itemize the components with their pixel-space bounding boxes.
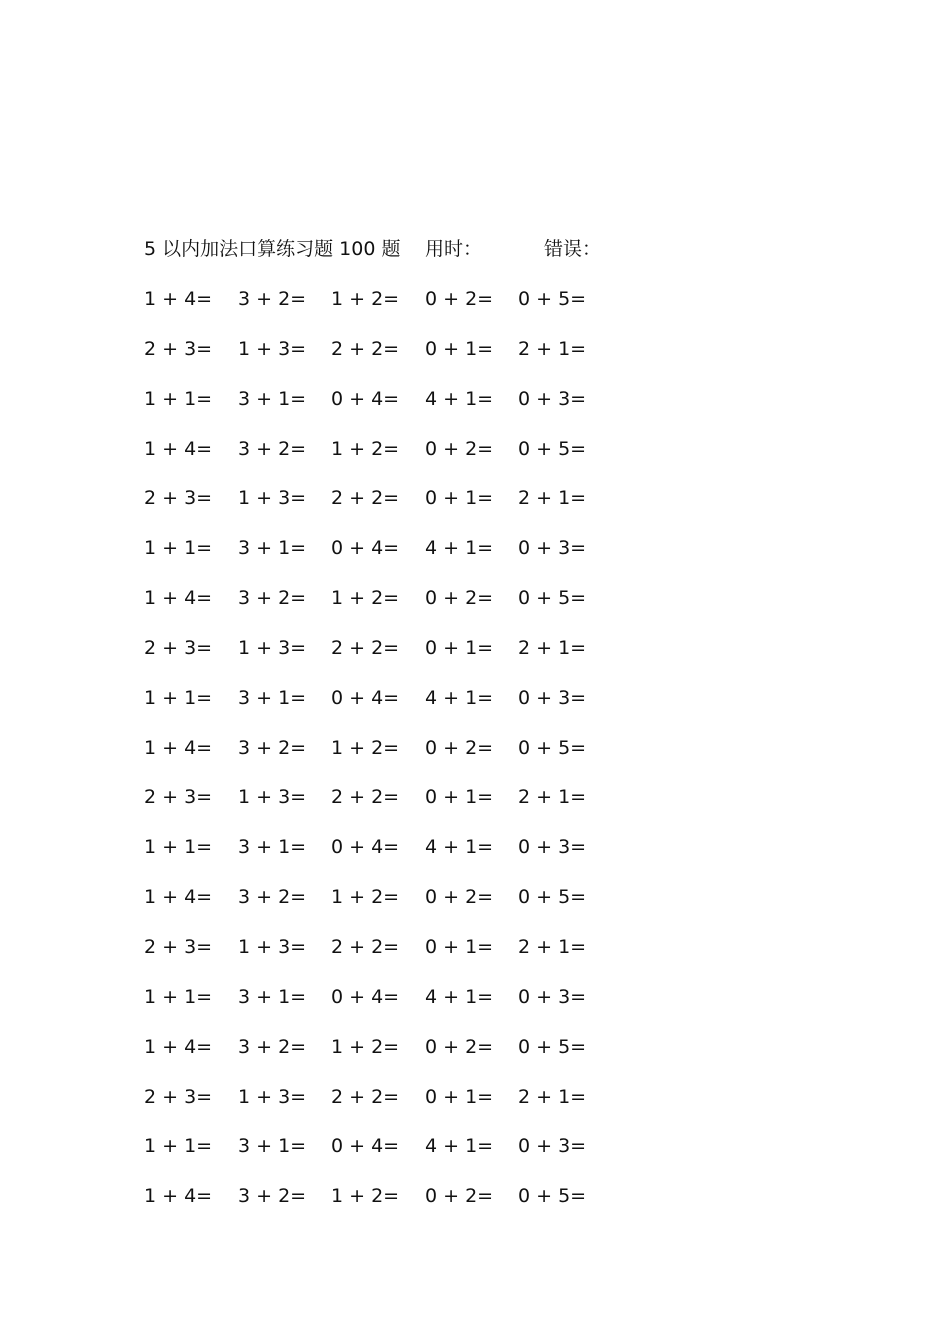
addition-problem: 4 + 1=: [425, 387, 494, 410]
addition-problem: 1 + 2=: [331, 587, 400, 610]
addition-problem: 0 + 2=: [425, 288, 494, 310]
addition-problem: 2 + 2=: [331, 337, 400, 360]
addition-problem: 2 + 1=: [518, 935, 587, 958]
addition-problem: 1 + 3=: [238, 636, 307, 659]
problem-row: [144, 635, 624, 685]
addition-problem: 0 + 1=: [425, 1085, 494, 1108]
addition-problem: 4 + 1=: [425, 1135, 494, 1158]
addition-problem: 0 + 3=: [518, 686, 587, 709]
addition-problem: 2 + 3=: [144, 487, 213, 510]
time-used-label: 用时：: [425, 238, 483, 260]
addition-problem: 2 + 3=: [144, 1085, 213, 1108]
addition-problem: 3 + 1=: [238, 836, 307, 859]
problem-row: [144, 1084, 624, 1134]
addition-problem: 0 + 1=: [425, 935, 494, 958]
problem-row: [144, 386, 624, 436]
addition-problem: 1 + 4=: [144, 437, 213, 460]
addition-problem: 1 + 1=: [144, 686, 213, 709]
addition-problem: 0 + 5=: [518, 587, 587, 610]
addition-problem: 4 + 1=: [425, 985, 494, 1008]
worksheet-title: 5 以内加法口算练习题 100 题: [144, 238, 401, 260]
addition-problem: 0 + 3=: [518, 537, 587, 560]
addition-problem: 1 + 4=: [144, 587, 213, 610]
addition-problem: 1 + 1=: [144, 985, 213, 1008]
addition-problem: 1 + 2=: [331, 1035, 400, 1058]
addition-problem: 1 + 3=: [238, 487, 307, 510]
problem-row: [144, 834, 624, 884]
addition-problem: 2 + 2=: [331, 786, 400, 809]
addition-problem: 0 + 1=: [425, 636, 494, 659]
addition-problem: 0 + 3=: [518, 387, 587, 410]
addition-problem: 4 + 1=: [425, 537, 494, 560]
addition-problem: 2 + 3=: [144, 636, 213, 659]
addition-problem: 1 + 2=: [331, 1185, 400, 1208]
addition-problem: 1 + 2=: [331, 886, 400, 909]
addition-problem: 3 + 1=: [238, 686, 307, 709]
addition-problem: 0 + 5=: [518, 886, 587, 909]
addition-problem: 1 + 4=: [144, 1035, 213, 1058]
addition-problem: 0 + 4=: [331, 836, 400, 859]
addition-problem: 3 + 2=: [238, 1185, 307, 1208]
addition-problem: 0 + 1=: [425, 337, 494, 360]
problem-row: [144, 585, 624, 635]
problem-row: [144, 1183, 624, 1233]
addition-problem: 0 + 4=: [331, 1135, 400, 1158]
problem-row: [144, 336, 624, 386]
addition-problem: 1 + 3=: [238, 1085, 307, 1108]
addition-problem: 2 + 3=: [144, 337, 213, 360]
problem-row: [144, 884, 624, 934]
addition-problem: 2 + 1=: [518, 1085, 587, 1108]
addition-problem: 0 + 4=: [331, 537, 400, 560]
addition-problem: 0 + 2=: [425, 437, 494, 460]
addition-problem: 3 + 2=: [238, 288, 307, 310]
addition-problem: 2 + 3=: [144, 935, 213, 958]
addition-problem: 0 + 3=: [518, 985, 587, 1008]
addition-problem: 3 + 2=: [238, 736, 307, 759]
addition-problem: 1 + 1=: [144, 537, 213, 560]
addition-problem: 0 + 2=: [425, 1185, 494, 1208]
addition-problem: 2 + 2=: [331, 636, 400, 659]
problem-row: [144, 1133, 624, 1183]
addition-problem: 2 + 2=: [331, 935, 400, 958]
addition-problem: 0 + 1=: [425, 786, 494, 809]
addition-problem: 0 + 5=: [518, 736, 587, 759]
addition-problem: 2 + 2=: [331, 1085, 400, 1108]
addition-problem: 1 + 1=: [144, 836, 213, 859]
addition-problem: 0 + 5=: [518, 1035, 587, 1058]
problem-row: [144, 1034, 624, 1084]
addition-problem: 4 + 1=: [425, 836, 494, 859]
addition-problem: 2 + 2=: [331, 487, 400, 510]
addition-problem: 3 + 1=: [238, 985, 307, 1008]
addition-problem: 1 + 3=: [238, 786, 307, 809]
addition-problem: 0 + 1=: [425, 487, 494, 510]
addition-problem: 0 + 2=: [425, 736, 494, 759]
problem-row: [144, 436, 624, 486]
addition-problem: 3 + 1=: [238, 387, 307, 410]
addition-problem: 1 + 1=: [144, 1135, 213, 1158]
addition-problem: 0 + 2=: [425, 1035, 494, 1058]
addition-problem: 0 + 5=: [518, 437, 587, 460]
addition-problem: 3 + 1=: [238, 1135, 307, 1158]
addition-problem: 1 + 3=: [238, 935, 307, 958]
addition-problem: 0 + 3=: [518, 836, 587, 859]
addition-problem: 0 + 5=: [518, 288, 587, 310]
addition-problem: 1 + 2=: [331, 288, 400, 310]
addition-problem: 1 + 1=: [144, 387, 213, 410]
addition-problem: 1 + 4=: [144, 1185, 213, 1208]
problem-row: [144, 784, 624, 834]
addition-problem: 1 + 3=: [238, 337, 307, 360]
addition-problem: 0 + 5=: [518, 1185, 587, 1208]
addition-problem: 1 + 2=: [331, 437, 400, 460]
addition-problem: 0 + 4=: [331, 387, 400, 410]
problem-row: [144, 735, 624, 785]
addition-problem: 0 + 4=: [331, 686, 400, 709]
addition-problem: 1 + 4=: [144, 288, 213, 310]
addition-problem: 2 + 1=: [518, 487, 587, 510]
addition-problem: 1 + 2=: [331, 736, 400, 759]
addition-problem: 3 + 2=: [238, 587, 307, 610]
addition-problem: 0 + 2=: [425, 886, 494, 909]
problem-row: [144, 685, 624, 735]
addition-problem: 3 + 2=: [238, 886, 307, 909]
addition-problem: 4 + 1=: [425, 686, 494, 709]
addition-problem: 1 + 4=: [144, 886, 213, 909]
problem-row: [144, 485, 624, 535]
problem-row: [144, 934, 624, 984]
problem-grid: [144, 286, 624, 1233]
problem-row: [144, 535, 624, 585]
addition-problem: 0 + 4=: [331, 985, 400, 1008]
addition-problem: 2 + 3=: [144, 786, 213, 809]
addition-problem: 3 + 1=: [238, 537, 307, 560]
addition-problem: 0 + 3=: [518, 1135, 587, 1158]
problem-row: [144, 984, 624, 1034]
addition-problem: 2 + 1=: [518, 337, 587, 360]
problem-row: [144, 286, 624, 336]
addition-problem: 3 + 2=: [238, 1035, 307, 1058]
addition-problem: 3 + 2=: [238, 437, 307, 460]
errors-label: 错误：: [544, 238, 602, 260]
addition-problem: 2 + 1=: [518, 636, 587, 659]
addition-problem: 0 + 2=: [425, 587, 494, 610]
addition-problem: 2 + 1=: [518, 786, 587, 809]
addition-problem: 1 + 4=: [144, 736, 213, 759]
